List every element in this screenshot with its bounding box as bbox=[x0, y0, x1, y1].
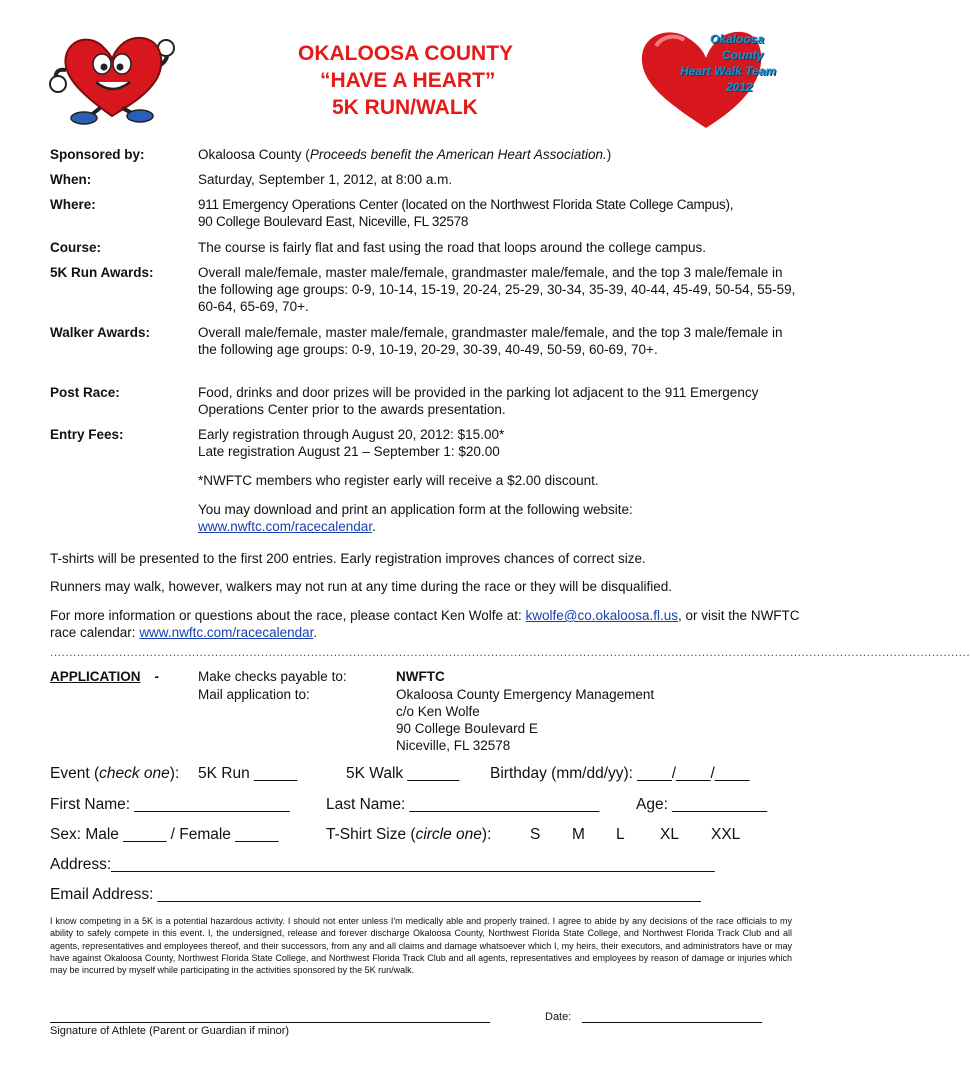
birthday-field[interactable]: Birthday (mm/dd/yy): ____/____/____ bbox=[490, 765, 750, 782]
logo-text-line1: Okaloosa bbox=[710, 32, 765, 46]
size-option-l[interactable]: L bbox=[616, 826, 625, 843]
payee-name: NWFTC bbox=[396, 669, 445, 684]
size-option-xl[interactable]: XL bbox=[660, 826, 679, 843]
run-awards-value: Overall male/female, master male/female, grandmaster male/female, and the top 3 male/female in the following age groups: 0-9, 10-14, 15-19, 20-24, 25-29, 30-34, 35-39, 40-44, 45-49, 50-54, 55-59, 60-64, 65-69, 70+. bbox=[198, 265, 796, 314]
sponsored-value: Okaloosa County (Proceeds benefit the American Heart Association.) bbox=[198, 147, 612, 162]
logo-text-line3: Heart Walk Team bbox=[680, 64, 777, 78]
when-label: When: bbox=[50, 172, 92, 187]
age-field[interactable]: Age: ___________ bbox=[636, 796, 768, 813]
when-value: Saturday, September 1, 2012, at 8:00 a.m. bbox=[198, 172, 453, 187]
race-calendar-link[interactable]: www.nwftc.com/racecalendar bbox=[139, 625, 314, 640]
dotted-divider: ................................................................................................................................................................................................................................................ bbox=[50, 645, 970, 659]
post-race-value: Food, drinks and door prizes will be provided in the parking lot adjacent to the 911 Emergency Operations Center prior to the awards presentation. bbox=[198, 385, 759, 417]
race-info bbox=[50, 146, 810, 536]
logo-text-line4: 2012 bbox=[726, 80, 753, 94]
entry-fees-label: Entry Fees: bbox=[50, 427, 124, 442]
email-field[interactable]: Email Address: _______________________________________________________________ bbox=[50, 886, 701, 903]
size-option-s[interactable]: S bbox=[530, 826, 541, 843]
last-name-field[interactable]: Last Name: ______________________ bbox=[326, 796, 600, 813]
tshirt-size-label: T-Shirt Size (circle one): bbox=[326, 826, 492, 843]
date-label: Date: bbox=[545, 1011, 572, 1023]
page-title-line3: 5K RUN/WALK bbox=[332, 96, 478, 119]
size-option-m[interactable]: M bbox=[572, 826, 585, 843]
heart-mascot-icon bbox=[48, 30, 178, 125]
contact-email-link[interactable]: kwolfe@co.okaloosa.fl.us bbox=[525, 608, 679, 623]
entry-fees-value: Early registration through August 20, 2012: $15.00* Late registration August 21 – September 1: $20.00 bbox=[198, 427, 505, 459]
page-title-line2: “HAVE A HEART” bbox=[320, 69, 496, 92]
download-text: You may download and print an application form at the following website: www.nwftc.com/racecalendar. bbox=[198, 502, 633, 534]
logo-text-line2: County bbox=[722, 48, 764, 62]
checks-label: Make checks payable to: bbox=[198, 669, 347, 684]
mail-label: Mail application to: bbox=[198, 687, 310, 702]
course-label: Course: bbox=[50, 240, 102, 255]
contact-note: For more information or questions about the race, please contact Ken Wolfe at: kwolfe@co.okaloosa.fl.us, or visit the NWFTC race calendar: www.nwftc.com/racecalendar. bbox=[50, 608, 800, 640]
application-heading: APPLICATION - bbox=[50, 669, 159, 684]
size-option-xxl[interactable]: XXL bbox=[711, 826, 741, 843]
event-label: Event (check one): bbox=[50, 765, 180, 782]
walker-awards-value: Overall male/female, master male/female, grandmaster male/female, and the top 3 male/female in the following age groups: 0-9, 10-19, 20-29, 30-39, 40-49, 50-59, 60-69, 70+. bbox=[198, 325, 783, 357]
where-value: 911 Emergency Operations Center (located on the Northwest Florida State College Campus), 90 College Boulevard East, Niceville, FL 32578 bbox=[198, 197, 734, 229]
heart-walk-team-logo bbox=[636, 26, 816, 132]
sex-field[interactable]: Sex: Male _____ / Female _____ bbox=[50, 826, 279, 843]
runners-note: Runners may walk, however, walkers may not run at any time during the race or they will be disqualified. bbox=[50, 579, 673, 594]
signature-label: Signature of Athlete (Parent or Guardian if minor) bbox=[50, 1025, 290, 1037]
date-line[interactable] bbox=[582, 1022, 762, 1023]
sponsored-label: Sponsored by: bbox=[50, 147, 145, 162]
liability-waiver: I know competing in a 5K is a potential hazardous activity. I should not enter unless I'm medically able and properly trained. I agree to abide by any decisions of the race officials to my ability to safely compete in this event. I, the undersigned, release and forever discharge Okaloosa County, Northwest Florida State College, and Northwest Florida Track Club and all agents, representatives and employees thereof, and their successors, from any and all claims and damage whatsoever which I, my heirs, their executors, and administrators have or may have against Okaloosa County, Northwest Florida State College, and Northwest Florida Track Club and all agents, representatives and employees by reason of damage or injuries which may be incurred by myself while participating in the activities sponsored by the 5K run/walk. bbox=[50, 916, 792, 976]
walk-option-field[interactable]: 5K Walk ______ bbox=[346, 765, 460, 782]
course-value: The course is fairly flat and fast using the road that loops around the college campus. bbox=[198, 240, 707, 255]
run-awards-label: 5K Run Awards: bbox=[50, 265, 154, 280]
page-title-line1: OKALOOSA COUNTY bbox=[298, 42, 514, 65]
signature-line[interactable] bbox=[50, 1022, 490, 1023]
tshirt-note: T-shirts will be presented to the first 200 entries. Early registration improves chances of correct size. bbox=[50, 551, 646, 566]
post-race-label: Post Race: bbox=[50, 385, 120, 400]
mailing-address: Okaloosa County Emergency Management c/o Ken Wolfe 90 College Boulevard E Niceville, FL 32578 bbox=[396, 687, 655, 753]
first-name-field[interactable]: First Name: __________________ bbox=[50, 796, 290, 813]
address-field[interactable]: Address:______________________________________________________________________ bbox=[50, 856, 715, 873]
run-option-field[interactable]: 5K Run _____ bbox=[198, 765, 298, 782]
discount-note: *NWFTC members who register early will receive a $2.00 discount. bbox=[198, 473, 599, 488]
where-label: Where: bbox=[50, 197, 96, 212]
download-link[interactable]: www.nwftc.com/racecalendar bbox=[198, 519, 373, 534]
walker-awards-label: Walker Awards: bbox=[50, 325, 151, 340]
